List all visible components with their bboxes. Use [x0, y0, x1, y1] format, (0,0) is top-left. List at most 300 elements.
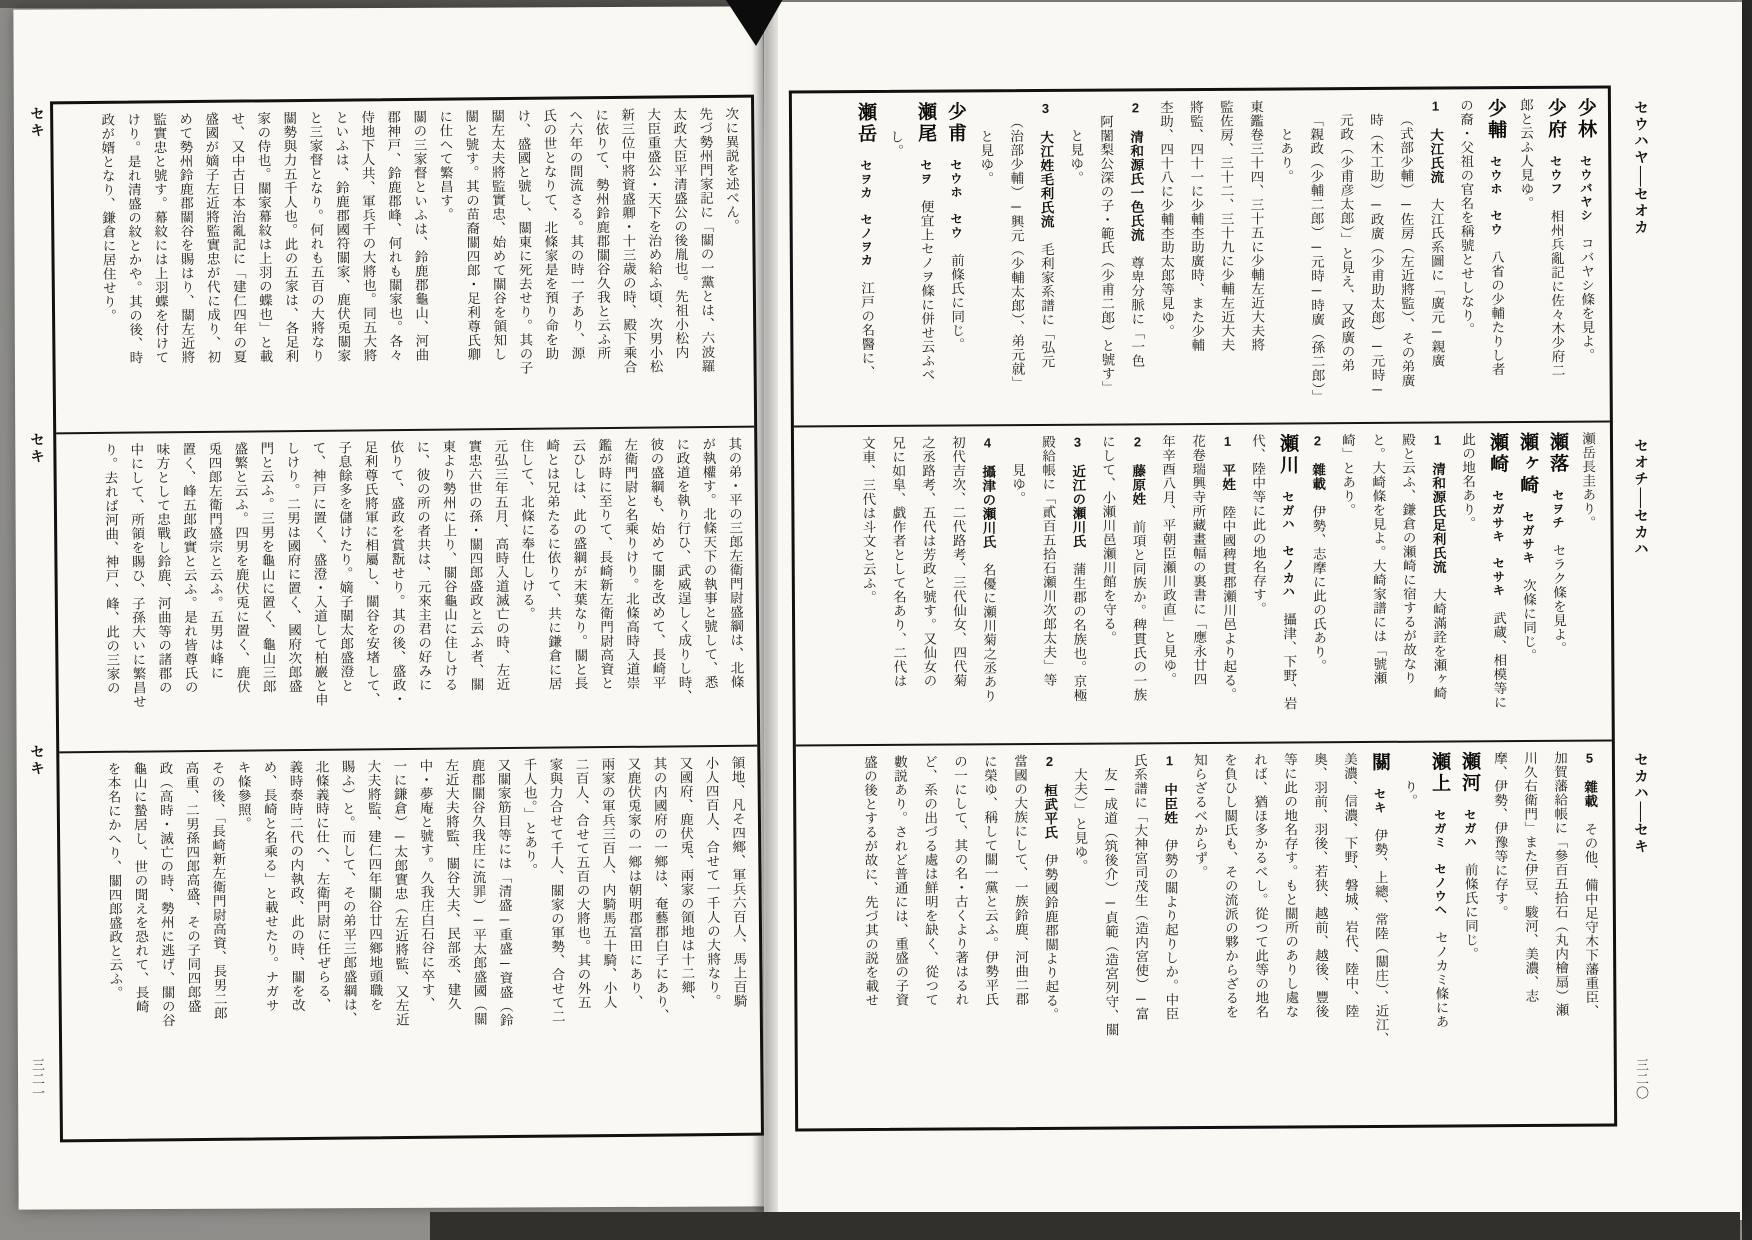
body-text: に、彼の所の者共は、元來主君の好みに	[414, 439, 432, 692]
body-text: 領地、凡そ四鄉、軍兵六百人、馬上百騎	[729, 755, 747, 1008]
body-text: 初代吉次、二代路考、三代仙女、四代菊	[949, 435, 967, 688]
scan-edge-bottom	[430, 1212, 1740, 1240]
body-text: 伊勢の關より起りしか。中臣	[1162, 838, 1179, 1021]
body-text: コバヤシ條を見よ。	[1578, 236, 1595, 363]
body-text: 義時泰時二代の内執政、此の時、關を改	[287, 760, 305, 1013]
text-column	[93, 113, 122, 426]
body-text: にして、小瀬川邑瀬川館を守る。	[1099, 434, 1117, 645]
section-genre: 雜載	[1310, 462, 1326, 491]
body-text: しけり。二男は國府に置く、國府次郎盛	[284, 441, 302, 694]
text-column	[1570, 98, 1602, 415]
text-column	[1514, 751, 1546, 1118]
entry-headword: 少輔	[1484, 98, 1507, 142]
text-column	[437, 758, 467, 1129]
body-text: 置く、峰五郎政實と云ふ。是れ皆尊氏の	[180, 442, 198, 695]
text-column	[1484, 751, 1516, 1118]
entry-headword: 瀬落	[1546, 431, 1569, 475]
body-text: 東鑑卷三十四、三十五に少輔左近大夫將	[1247, 99, 1265, 352]
text-column	[203, 761, 233, 1132]
text-column	[249, 111, 278, 424]
entry-headword: 少林	[1574, 97, 1597, 141]
body-text: の一にして、其の名・古くより著はるれ	[951, 754, 969, 1007]
body-text: 又鹿伏兎家の一鄉は朝明郡富田にあり、	[625, 756, 643, 1009]
body-text: 知らざるべからず。	[1191, 752, 1208, 880]
body-text: 尊卑分脈に「一色	[1128, 255, 1145, 368]
text-column	[1004, 754, 1036, 1121]
text-column	[122, 442, 151, 744]
body-text: 鑑が時に至りて、長崎新左衛門尉高資と	[596, 438, 614, 691]
body-text: （治部少輔）─興元（少輔太郎）、弟元就」	[1007, 115, 1025, 390]
text-column	[1300, 99, 1332, 416]
body-text: 元政（少甫彦太郎）」と見え、又政廣の弟	[1337, 113, 1355, 373]
section-number: 3	[1037, 100, 1053, 117]
body-text: 前項と同族か。稗貫氏の一族	[1130, 519, 1147, 702]
section-number: 2	[1041, 753, 1057, 770]
text-column	[1364, 752, 1396, 1119]
entry-headword: 瀬川	[1276, 433, 1299, 477]
running-head: セキ	[28, 744, 44, 777]
text-column	[1394, 752, 1426, 1119]
text-column	[974, 754, 1006, 1121]
text-column	[1270, 99, 1302, 416]
body-text: 代、陸中等に此の地名存す。	[1249, 433, 1267, 616]
text-column	[1332, 433, 1364, 735]
body-text: 加賀藩給帳に「參百五拾石（丸内檜扇）瀬	[1551, 750, 1569, 1017]
body-text: 氏系譜に「大神宮司茂生（造内宮使）─富	[1131, 753, 1149, 1021]
text-column	[1182, 434, 1214, 736]
entry-headword: 少府	[1544, 97, 1567, 141]
body-text: 大夫）」と見ゆ。	[1071, 767, 1088, 874]
body-text: 奥、羽前、羽後、若狭、越前、越後、豐後	[1311, 752, 1329, 1019]
text-column	[972, 435, 1004, 737]
text-column	[854, 755, 886, 1122]
body-text: り。	[1402, 779, 1418, 808]
text-column	[489, 758, 519, 1129]
text-column	[145, 112, 174, 425]
scan-artifact-wedge	[722, 0, 786, 46]
section-number: 2	[1309, 433, 1326, 449]
running-head: セキ	[28, 106, 44, 139]
section-number: 1	[1219, 433, 1236, 450]
left-band-1	[53, 98, 754, 433]
entry-reading: セウフ	[1548, 154, 1563, 196]
text-column	[1480, 98, 1512, 415]
text-column	[304, 441, 333, 743]
text-column	[463, 758, 493, 1129]
text-column	[1392, 433, 1424, 735]
right-band-3	[796, 740, 1614, 1129]
body-text: 云ひしは、此の盛綱が末葉なり。關と長	[570, 438, 588, 691]
body-text: 賜ふ）と。而して、その弟平三郎盛綱は、	[339, 759, 357, 1026]
text-column	[1062, 435, 1094, 737]
body-text: 當國の大族にして、一族鈴鹿、河曲二郡	[1011, 754, 1029, 1007]
body-text: 兎四郎左衛門盛宗と云ふ。五男は峰に	[206, 441, 224, 680]
entry-reading: セウバヤシ	[1578, 154, 1593, 223]
text-column	[723, 756, 753, 1127]
text-column	[408, 440, 437, 742]
page-number: 三二一	[30, 1058, 45, 1100]
text-column	[405, 110, 434, 423]
text-column	[564, 438, 593, 740]
body-text: その後、「長崎新左衛門尉高資、長男二郎	[209, 760, 227, 1021]
body-text: 等に此の地名存す。もと關所のありし處な	[1281, 752, 1299, 1019]
text-column	[1154, 753, 1186, 1120]
entry-headword: 瀬上	[1428, 751, 1451, 795]
page-number: 三二〇	[1634, 1058, 1649, 1100]
running-head: セキ	[28, 432, 44, 465]
text-column	[671, 756, 701, 1127]
body-text: めて勢州鈴鹿郡關谷を賜はり、關左近將	[177, 112, 195, 365]
text-column	[301, 111, 330, 424]
body-text: 次條に同じ。	[1520, 578, 1537, 663]
text-column	[1214, 753, 1246, 1120]
body-text: セラク條を見よ。	[1550, 543, 1567, 656]
text-column	[125, 761, 155, 1132]
text-column	[619, 757, 649, 1128]
body-text: 其の弟・平の三郎左衛門尉盛綱は、北條	[726, 436, 744, 689]
body-text: 阿闍梨公深の子・範氏（少甫二郎）と號す」	[1097, 114, 1115, 395]
text-column	[590, 438, 619, 740]
body-text: 關と號す。其の苗裔關四郎・足利尊氏卿	[463, 109, 481, 362]
text-column	[148, 442, 177, 744]
entry-headword: 關	[1368, 751, 1391, 774]
text-column	[541, 757, 571, 1128]
entry-headword: 瀬ヶ崎	[1516, 431, 1539, 497]
text-column	[914, 755, 946, 1122]
text-column	[639, 107, 668, 420]
section-number: 1	[1161, 753, 1177, 769]
left-band-3	[59, 745, 761, 1140]
entry-headword: 瀬崎	[1486, 432, 1509, 476]
text-column	[1064, 754, 1096, 1121]
text-column	[99, 762, 129, 1133]
body-text: と三家督となり。何れも五百の大將なり	[307, 110, 325, 363]
text-column	[944, 754, 976, 1121]
body-text: 大江氏系圖に「廣元─親廣	[1428, 198, 1445, 368]
text-column	[356, 440, 385, 742]
body-text: 先づ勢州門家記に「關の一黨とは、六波羅	[697, 107, 715, 374]
text-column	[535, 108, 564, 421]
entry-headword: 少甫	[944, 101, 967, 145]
body-text: 之丞路考、五代は芳政と號す。又仙女の	[919, 435, 937, 688]
text-column	[613, 108, 642, 421]
entry-reading: セウホ セウ	[1488, 155, 1503, 237]
text-column	[1184, 753, 1216, 1120]
text-column	[1422, 432, 1454, 734]
body-text: 毛利家系譜に「弘元	[1038, 242, 1055, 369]
body-text: 名優に瀬川菊之丞あり	[980, 562, 997, 703]
body-text: 年辛酉八月、平朝臣瀬川政直」と見ゆ。	[1159, 434, 1177, 687]
text-column	[940, 101, 972, 418]
entry-headword: 瀬河	[1458, 751, 1481, 795]
body-text: 千人也。」とあり。	[521, 757, 538, 878]
body-text: 彼の盛綱も、始めて關を改めて、長崎平	[648, 437, 666, 690]
section-genre: 攝津の瀬川氏	[980, 464, 996, 549]
text-column	[616, 438, 645, 740]
section-genre: 藤原姓	[1130, 463, 1146, 506]
body-text: 友─成道（筑後介）─貞範（造宮列守、關	[1101, 767, 1119, 1037]
left-band-2	[56, 426, 757, 752]
text-column	[327, 110, 356, 423]
body-text: 此の地名あり。	[1459, 432, 1476, 531]
entry-reading: セガハ	[1462, 808, 1477, 849]
body-text: 盛國が嫡子左近將監實忠が代に成り、初	[203, 111, 221, 364]
text-column	[411, 759, 441, 1130]
body-text: 相州兵亂記に佐々木少府二	[1548, 209, 1565, 378]
body-text: 住して、北條に奉仕しける。	[518, 438, 536, 621]
text-column	[197, 112, 226, 425]
body-text: 中にして、所領を賜ひ、子孫大いに繁昌せ	[128, 442, 146, 709]
body-text: 太政大臣平清盛公の後胤也。先祖小松内	[671, 107, 689, 360]
body-text: と見ゆ。	[1068, 128, 1084, 185]
body-text: 北條義時に仕へ、左衛門尉に任ぜらる、	[313, 759, 331, 1012]
body-text: 崎」とあり。	[1339, 433, 1356, 518]
section-number: 4	[979, 435, 996, 451]
body-text: 川久右衛門」また伊豆、駿河、美濃、志	[1521, 750, 1539, 1004]
entry-reading: セヲチ	[1550, 488, 1565, 530]
body-text: 便宜上セノヲ條に併せ云ふべ	[918, 199, 935, 382]
left-page-frame	[50, 95, 764, 1143]
body-text: 「親政（少輔二郎）─元時─時廣（孫二郎）」	[1307, 113, 1325, 404]
body-text: 關左太夫將監實忠、始めて關谷を領知し	[489, 109, 507, 362]
text-column	[1302, 433, 1334, 735]
text-column	[1512, 432, 1544, 734]
body-text: 關勢與力五千人也。此の五家は、各足利	[281, 111, 299, 364]
text-column	[1572, 432, 1604, 734]
text-column	[1150, 100, 1182, 417]
text-column	[1452, 432, 1484, 734]
body-text: 味方として忠戰し鈴鹿、河曲等の諸郡の	[154, 442, 172, 695]
body-text: 瀬岳長圭あり。	[1579, 431, 1596, 530]
text-column	[255, 760, 285, 1131]
body-text: 高重、二男孫四郎高盛、その子同四郎盛	[183, 761, 201, 1014]
body-text: 又國府、鹿伏兎、兩家の領地は十二鄉、	[677, 756, 695, 1009]
body-text: を負ひし關氏も、その流派の夥からざるを	[1221, 752, 1239, 1019]
text-column	[1242, 434, 1274, 736]
text-column	[1032, 435, 1064, 737]
text-column	[171, 112, 200, 425]
text-column	[538, 438, 567, 740]
text-column	[587, 108, 616, 421]
text-column	[970, 101, 1002, 418]
body-text: 足利尊氏將軍に相屬し、關谷を安堵して、	[362, 440, 380, 707]
body-text: とあり。	[1278, 127, 1294, 184]
body-text: 盛繁と云ふ。四男を鹿伏兎に置く、鹿伏	[232, 441, 250, 694]
body-text: 前條氏に同じ。	[1462, 862, 1479, 961]
text-column	[1030, 101, 1062, 418]
text-column	[561, 108, 590, 421]
text-column	[1540, 98, 1572, 415]
text-column	[567, 757, 597, 1128]
body-text: に仕へて繁昌す。	[437, 109, 454, 222]
text-column	[910, 102, 942, 419]
body-text: の裔・父祖の官名を稱號とせしなり。	[1457, 98, 1475, 337]
body-text: 元弘三年五月、高時入道滅亡の時、左近	[492, 439, 510, 692]
body-text: 氏の世となりて、北條家是を預り命を助	[541, 108, 559, 361]
body-text: 伊勢、志摩に此の氏あり。	[1310, 504, 1327, 673]
text-column	[460, 439, 489, 741]
body-text: 大崎滿詮を瀬ヶ崎	[1430, 588, 1447, 701]
entry-reading: セガサキ	[1520, 510, 1535, 565]
body-text: 杢助、四十八に少輔杢助太郎等見ゆ。	[1157, 100, 1175, 339]
body-text: 伊勢國鈴鹿郡關より起る。	[1042, 853, 1059, 1022]
body-text: 中・夢庵と號す。久我庄白石谷に卒す、	[417, 758, 435, 1011]
body-text: に榮ゆ、稱して關一黨と云ふ。伊勢平氏	[981, 754, 999, 1007]
text-column	[512, 439, 541, 741]
text-column	[1274, 752, 1306, 1119]
section-genre: 清和源氏足利氏流	[1430, 462, 1446, 575]
section-number: 2	[1129, 434, 1146, 450]
section-genre: 大江氏流	[1428, 128, 1444, 185]
body-text: に政道を執り行ひ、武威逞しく成りし時、	[674, 437, 692, 704]
entry-headword: 瀬尾	[914, 101, 937, 145]
text-column	[1090, 100, 1122, 417]
text-column	[642, 437, 671, 739]
body-text: 次に異説を述べん。	[723, 106, 740, 233]
body-text: を本名にかへり、關四郎盛政と云ふ。	[105, 761, 123, 1000]
body-text: 依りて、盛政を賞翫せり。其の後、盛政・	[388, 440, 406, 707]
body-text: 數説あり。されど普通には、重盛の子資	[891, 754, 909, 1007]
body-text: 攝津、下野、岩	[1281, 612, 1297, 711]
section-genre: 桓武平氏	[1042, 783, 1058, 840]
body-text: 一に鎌倉）─太郎實忠（左近將監、又左近	[391, 759, 409, 1027]
body-text: 其の内國府の一鄉は、奄藝郡白子にあり、	[651, 756, 669, 1023]
body-text: け、盛國と號し、關東に死去せり。其の子	[515, 108, 533, 375]
body-text: 家與力合せて千人、關家の軍勢、合せて二	[547, 757, 565, 1024]
text-column	[1244, 753, 1276, 1120]
text-column	[1092, 434, 1124, 736]
body-text: 龜山に蟄居し、世の聞えを恐れて、長崎	[131, 761, 149, 1014]
body-text: 子息餘多を儲けたり。嫡子關太郎盛澄と	[336, 440, 354, 693]
body-text: 政が婿となり、鎌倉に居住せり。	[99, 112, 117, 323]
body-text: 家の侍也。關家幕紋は上羽の蝶也」と載	[255, 111, 273, 364]
text-column	[1450, 98, 1482, 415]
text-column	[483, 109, 512, 422]
text-column	[1210, 100, 1242, 417]
text-column	[880, 102, 912, 419]
text-column	[96, 443, 125, 745]
text-column	[1334, 752, 1366, 1119]
body-text: に依りて、勢州鈴鹿郡關谷久我と云ふ所	[593, 108, 611, 361]
text-column	[278, 441, 307, 743]
body-text: 前條氏に同じ。	[948, 253, 965, 352]
body-text: し。	[888, 129, 904, 158]
body-text: へ六年の間流さる。其の時一子あり、源	[567, 108, 585, 361]
entry-reading: セガミ セノウヘ	[1432, 808, 1447, 917]
text-column	[382, 440, 411, 742]
text-column	[281, 760, 311, 1131]
text-column	[884, 755, 916, 1122]
section-number: 1	[1427, 98, 1443, 115]
text-column	[431, 109, 460, 422]
text-column	[1122, 434, 1154, 736]
text-column	[645, 756, 675, 1127]
section-genre: 平姓	[1220, 463, 1236, 492]
running-head: セカハ──セキ	[1632, 752, 1648, 856]
body-text: セノカミ條にあ	[1432, 930, 1449, 1029]
body-text: 關の三家督といふは、鈴鹿郡龜山、河曲	[411, 109, 429, 362]
body-text: 兩家の軍兵三百人、内騎馬五十騎、小人	[599, 757, 617, 1010]
body-text: 將監、四十一に少輔杢助廣時、また少輔	[1187, 99, 1205, 353]
text-column	[1002, 435, 1034, 737]
body-text: 蒲生郡の名族也。京極	[1070, 562, 1087, 703]
text-column	[1152, 434, 1184, 736]
section-number: 2	[1127, 100, 1143, 116]
entry-reading: セヲカ セノヲカ	[858, 159, 873, 268]
body-text: 左衛門尉と名乘りけり。北條高時入道崇	[622, 437, 640, 690]
body-text: 郡神戸、鈴鹿郡峰、何れも關家也。各々	[385, 110, 403, 363]
body-text: 武蔵、相模等に	[1491, 611, 1507, 710]
body-text: 侍地下人共、軍兵千の大將也。同五大將	[359, 110, 377, 363]
entry-reading: セヲ	[918, 158, 933, 186]
text-column	[1120, 100, 1152, 417]
section-genre: 雜載	[1582, 780, 1598, 809]
body-text: せ、又中古日本治亂記に「建仁四年の夏	[229, 111, 247, 364]
text-column	[1424, 751, 1456, 1118]
body-text: 郎と云ふ人見ゆ。	[1517, 97, 1534, 211]
body-text: 殿と云ふ、鎌倉の瀬崎に宿するが故なり	[1399, 432, 1417, 685]
text-column	[1510, 98, 1542, 415]
text-column	[275, 111, 304, 424]
text-column	[509, 109, 538, 422]
text-column	[307, 760, 337, 1131]
body-text: が執權す。北條天下の執事と號して、悉	[700, 437, 718, 690]
text-column	[359, 759, 389, 1130]
body-text: といふは、鈴鹿郡國符關家、鹿伏兎關家	[333, 110, 351, 363]
text-column	[1330, 99, 1362, 416]
right-page-frame	[789, 85, 1617, 1131]
text-column	[1094, 753, 1126, 1120]
text-column	[1034, 754, 1066, 1121]
text-column	[330, 440, 359, 742]
text-column	[720, 437, 749, 739]
text-column	[1212, 434, 1244, 736]
text-column	[226, 441, 255, 743]
body-text: 二百人、合せて五百の大將也。其の外五	[573, 757, 591, 1010]
text-column	[119, 112, 148, 425]
section-number: 3	[1069, 434, 1086, 451]
text-column	[694, 437, 723, 739]
body-text: 新三位中將資盛卿・十三歳の時、殿下乘合	[619, 107, 637, 374]
running-head: セウハヤ──セオカ	[1632, 100, 1648, 237]
text-column	[200, 442, 229, 744]
text-column	[1362, 433, 1394, 735]
body-text: め、長崎と名乘る」と載せたり。ナガサ	[261, 760, 279, 1013]
body-text: り。去れば河曲、神戸、峰、此の三家の	[102, 442, 120, 695]
body-text: 摩、伊勢、伊豫等に存す。	[1491, 751, 1508, 920]
section-number: 1	[1429, 432, 1446, 449]
text-column	[353, 110, 382, 423]
text-column	[1544, 751, 1576, 1118]
body-text: 鹿郡關谷久我庄に流罪）─平太郎盛國（關	[469, 758, 487, 1026]
body-text: 左近大夫將監、關谷大夫、民部丞、建久	[443, 758, 461, 1011]
body-text: 八省の少輔たりし者	[1488, 250, 1505, 377]
text-column	[1454, 751, 1486, 1118]
text-column	[1060, 101, 1092, 418]
body-text: （式部少輔）─佐房（左近將監）、その弟廣	[1397, 112, 1415, 388]
text-column	[486, 439, 515, 741]
body-text: と見ゆ。	[978, 129, 994, 186]
body-text: 門と云ふ。三男を龜山に置く、龜山三郎	[258, 441, 276, 694]
text-column	[942, 435, 974, 737]
text-column	[1482, 432, 1514, 734]
text-column	[665, 107, 694, 420]
section-genre: 大江姓毛利氏流	[1038, 130, 1054, 229]
text-column	[1574, 751, 1606, 1118]
text-column	[1124, 753, 1156, 1120]
text-column	[912, 436, 944, 738]
body-text: キ條參照。	[235, 760, 252, 831]
